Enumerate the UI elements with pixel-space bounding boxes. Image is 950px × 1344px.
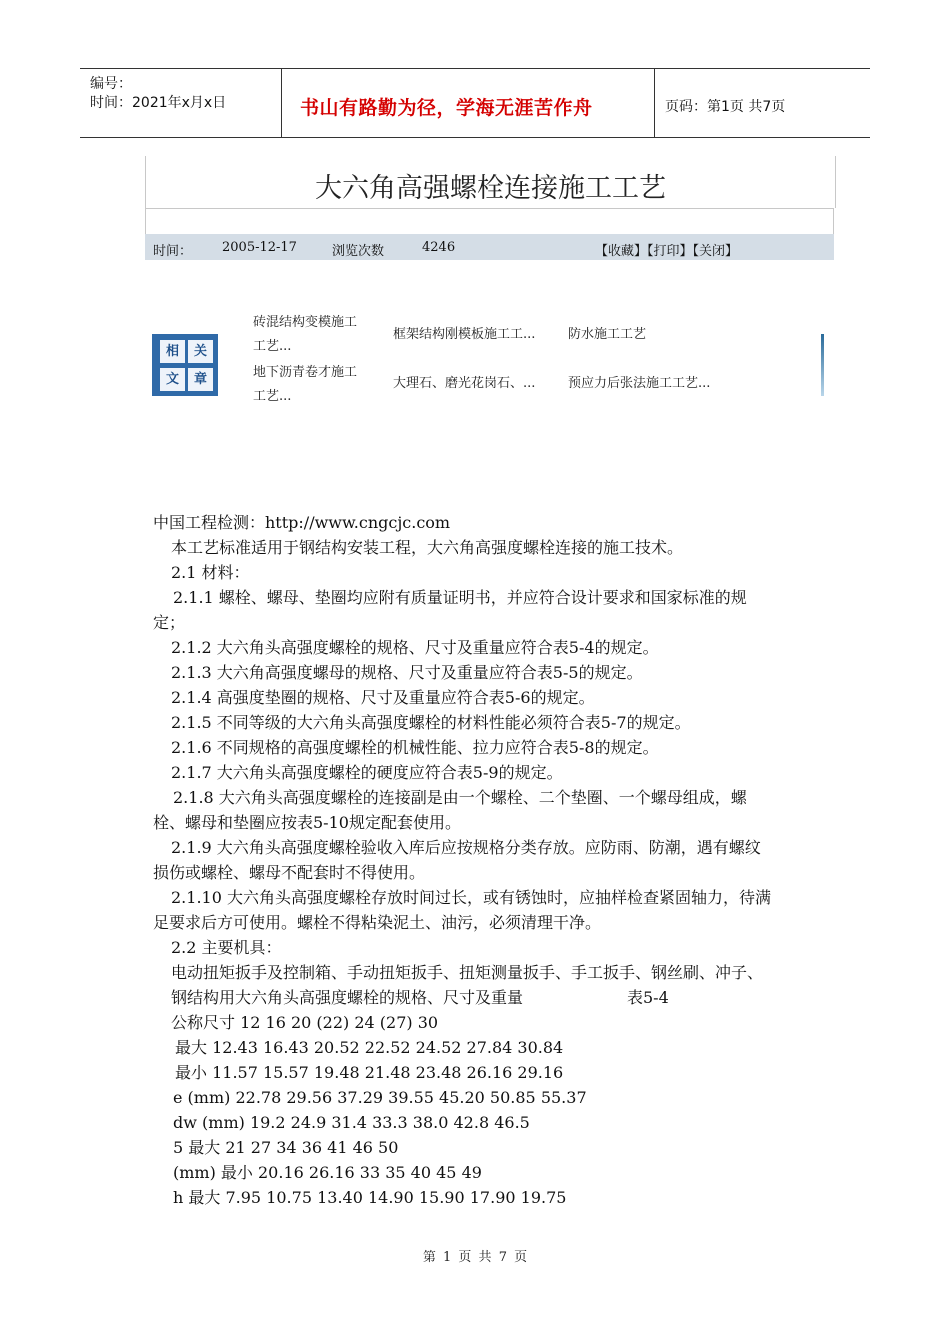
table-row: dw (mm) 19.2 24.9 31.4 33.3 38.0 42.8 46.5 [173, 1113, 530, 1132]
table-row: h 最大 7.95 10.75 13.40 14.90 15.90 17.90 19.75 [173, 1188, 567, 1207]
meta-date: 2005-12-17 [222, 240, 297, 255]
document-header [80, 68, 870, 138]
related-link-text: 砖混结构变模施工 [253, 315, 358, 330]
table-row: 5 最大 21 27 34 36 41 46 50 [173, 1138, 399, 1157]
body-line: 2.1.7 大六角头高强度螺栓的硬度应符合表5-9的规定。 [171, 763, 563, 782]
table-row: (mm) 最小 20.16 26.16 33 35 40 45 49 [173, 1163, 482, 1182]
header-motto: 书山有路勤为径，学海无涯苦作舟 [300, 97, 593, 119]
meta-views-label: 浏览次数 [332, 244, 385, 259]
header-divider [654, 69, 655, 137]
header-divider [281, 69, 282, 137]
body-line: 栓、螺母和垫圈应按表5-10规定配套使用。 [153, 813, 461, 832]
section-heading: 2.1 材料： [171, 563, 250, 582]
related-link[interactable]: 预应力后张法施工工艺... [568, 376, 711, 391]
related-icon-char: 章 [188, 368, 213, 391]
related-link[interactable]: 框架结构刚模板施工工... [393, 327, 536, 342]
body-line: 2.1.4 高强度垫圈的规格、尺寸及重量应符合表5-6的规定。 [171, 688, 595, 707]
body-line: 2.1.3 大六角高强度螺母的规格、尺寸及重量应符合表5-5的规定。 [171, 663, 643, 682]
body-line: 2.1.9 大六角头高强度螺栓验收入库后应按规格分类存放。应防雨、防潮，遇有螺纹 [171, 838, 761, 857]
header-number: 编号： [90, 76, 132, 92]
section-heading: 2.2 主要机具： [171, 938, 282, 957]
table-number: 表5-4 [627, 988, 669, 1007]
body-line: 定； [153, 613, 186, 632]
table-caption: 钢结构用大六角头高强度螺栓的规格、尺寸及重量 [171, 988, 524, 1007]
related-icon-char: 关 [188, 340, 213, 363]
related-link[interactable] [253, 311, 357, 359]
related-scroll-bar [821, 334, 824, 396]
table-row: 最小 11.57 15.57 19.48 21.48 23.48 26.16 29.16 [175, 1063, 564, 1082]
body-line: 2.1.5 不同等级的大六角头高强度螺栓的材料性能必须符合表5-7的规定。 [171, 713, 691, 732]
meta-actions[interactable]: 【收藏】【打印】【关闭】 [595, 244, 739, 259]
body-line: 2.1.2 大六角头高强度螺栓的规格、尺寸及重量应符合表5-4的规定。 [171, 638, 659, 657]
related-icon-char: 文 [160, 368, 185, 391]
related-link-text: 地下沥青卷才施工 [253, 365, 358, 380]
table-row: 最大 12.43 16.43 20.52 22.52 24.52 27.84 30.84 [175, 1038, 564, 1057]
body-line: 电动扭矩扳手及控制箱、手动扭矩扳手、扭矩测量扳手、手工扳手、钢丝刷、冲子、 [171, 963, 764, 982]
page-footer: 第 1 页 共 7 页 [422, 1250, 528, 1265]
related-link[interactable] [253, 361, 357, 409]
body-line: 2.1.6 不同规格的高强度螺栓的机械性能、拉力应符合表5-8的规定。 [171, 738, 659, 757]
source-line: 中国工程检测：http://www.cngcjc.com [153, 513, 451, 532]
body-line: 2.1.10 大六角头高强度螺栓存放时间过长，或有锈蚀时，应抽样检查紧固轴力，待满 [171, 888, 771, 907]
related-articles-icon [152, 334, 218, 396]
article-meta-bar [145, 234, 834, 260]
related-icon-char: 相 [160, 340, 185, 363]
article-title: 大六角高强螺栓连接施工工艺 [315, 173, 666, 204]
header-page-number: 页码：第1页 共7页 [665, 99, 786, 115]
body-line: 2.1.8 大六角头高强度螺栓的连接副是由一个螺栓、二个垫圈、一个螺母组成，螺 [173, 788, 747, 807]
body-line: 本工艺标准适用于钢结构安装工程，大六角高强度螺栓连接的施工技术。 [171, 538, 684, 557]
body-line: 2.1.1 螺栓、螺母、垫圈均应附有质量证明书，并应符合设计要求和国家标准的规 [173, 588, 747, 607]
title-spacer [145, 208, 834, 235]
table-row: 公称尺寸 12 16 20 (22) 24 (27) 30 [171, 1013, 439, 1032]
related-link-text: 工艺... [253, 339, 292, 354]
related-link[interactable]: 大理石、磨光花岗石、... [393, 376, 536, 391]
related-link[interactable]: 防水施工工艺 [568, 327, 647, 342]
body-line: 损伤或螺栓、螺母不配套时不得使用。 [153, 863, 426, 882]
body-line: 足要求后方可使用。螺栓不得粘染泥土、油污，必须清理干净。 [153, 913, 602, 932]
meta-views-count: 4246 [422, 240, 456, 255]
table-row: e (mm) 22.78 29.56 37.29 39.55 45.20 50.85 55.37 [173, 1088, 587, 1107]
header-date: 时间：2021年x月x日 [90, 95, 227, 111]
article-title-box [145, 156, 836, 208]
related-link-text: 工艺... [253, 389, 292, 404]
meta-time-label: 时间： [153, 244, 193, 259]
